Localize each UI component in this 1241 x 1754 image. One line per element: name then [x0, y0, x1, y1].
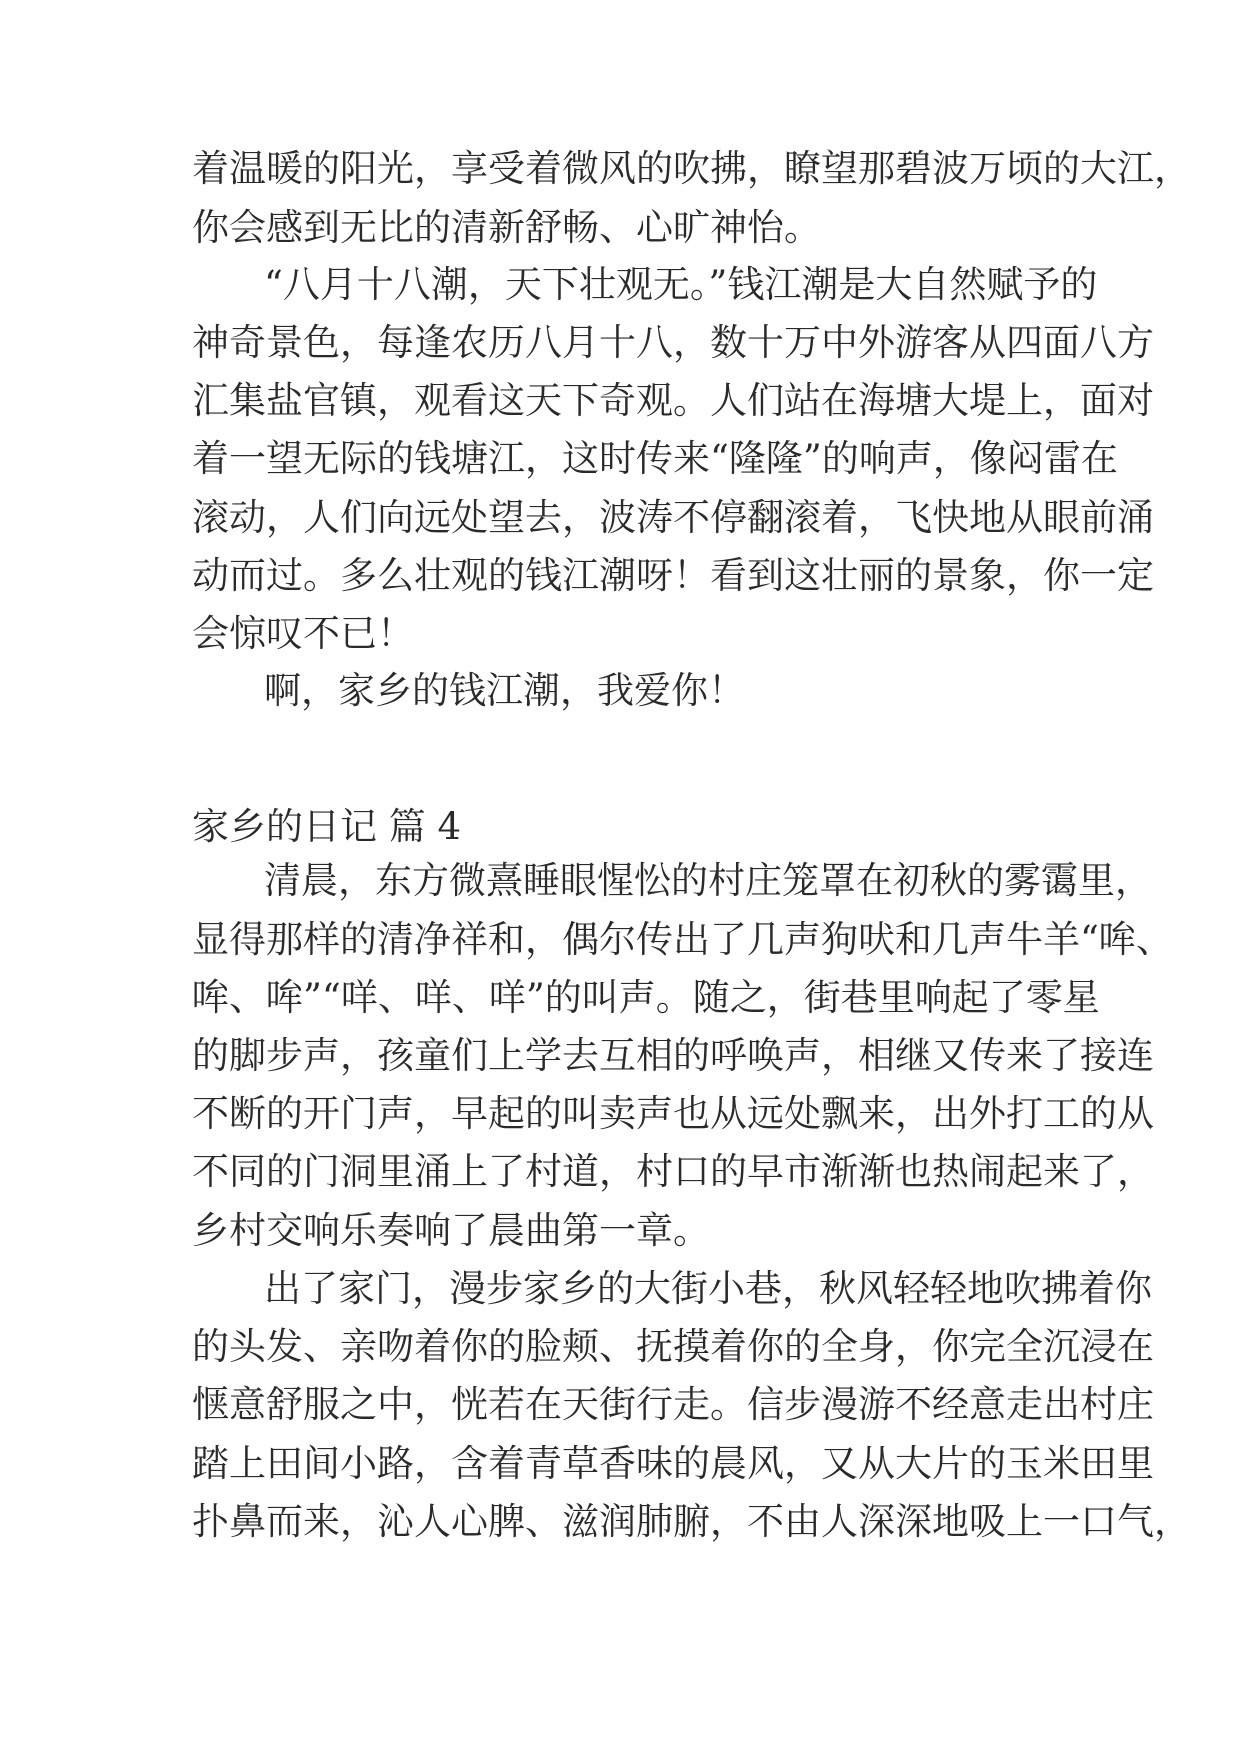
text-line: 的脚步声，孩童们上学去互相的呼唤声，相继又传来了接连 [192, 1034, 1154, 1077]
text-line: 踏上田间小路，含着青草香味的晨风，又从大片的玉米田里 [192, 1442, 1154, 1485]
text-line: 汇集盐官镇，观看这天下奇观。人们站在海塘大堤上，面对 [192, 379, 1154, 422]
text-line: 会惊叹不已！ [192, 612, 414, 655]
text-line: 着温暖的阳光，享受着微风的吹拂，瞭望那碧波万顷的大江， [192, 147, 1191, 190]
text-line: 哞、哞”“咩、咩、咩”的叫声。随之，街巷里响起了零星 [192, 976, 1100, 1019]
text-line: 你会感到无比的清新舒畅、心旷神怡。 [192, 206, 821, 249]
text-line: 乡村交响乐奏响了晨曲第一章。 [192, 1209, 710, 1252]
text-line: 神奇景色，每逢农历八月十八，数十万中外游客从四面八方 [192, 321, 1154, 364]
text-line: 清晨，东方微熹睡眼惺忪的村庄笼罩在初秋的雾霭里， [264, 859, 1152, 902]
text-line: 滚动，人们向远处望去，波涛不停翻滚着，飞快地从眼前涌 [192, 496, 1154, 539]
text-line: 惬意舒服之中，恍若在天街行走。信步漫游不经意走出村庄 [192, 1383, 1154, 1426]
section-heading: 家乡的日记 篇 4 [192, 805, 462, 848]
text-line: 动而过。多么壮观的钱江潮呀！看到这壮丽的景象，你一定 [192, 554, 1154, 597]
text-line: 显得那样的清净祥和，偶尔传出了几声狗吠和几声牛羊“哞、 [192, 918, 1173, 961]
text-line: 出了家门，漫步家乡的大街小巷，秋风轻轻地吹拂着你 [264, 1267, 1152, 1310]
text-line: “八月十八潮，天下壮观无。”钱江潮是大自然赋予的 [264, 263, 1098, 306]
text-line: 扑鼻而来，沁人心脾、滋润肺腑，不由人深深地吸上一口气， [192, 1500, 1191, 1543]
text-line: 的头发、亲吻着你的脸颊、抚摸着你的全身，你完全沉浸在 [192, 1325, 1154, 1368]
text-line: 不断的开门声，早起的叫卖声也从远处飘来，出外打工的从 [192, 1092, 1154, 1135]
text-line: 不同的门洞里涌上了村道，村口的早市渐渐也热闹起来了， [192, 1150, 1154, 1193]
text-line: 着一望无际的钱塘江，这时传来“隆隆”的响声，像闷雷在 [192, 437, 1118, 480]
text-line: 啊，家乡的钱江潮，我爱你！ [264, 669, 745, 712]
